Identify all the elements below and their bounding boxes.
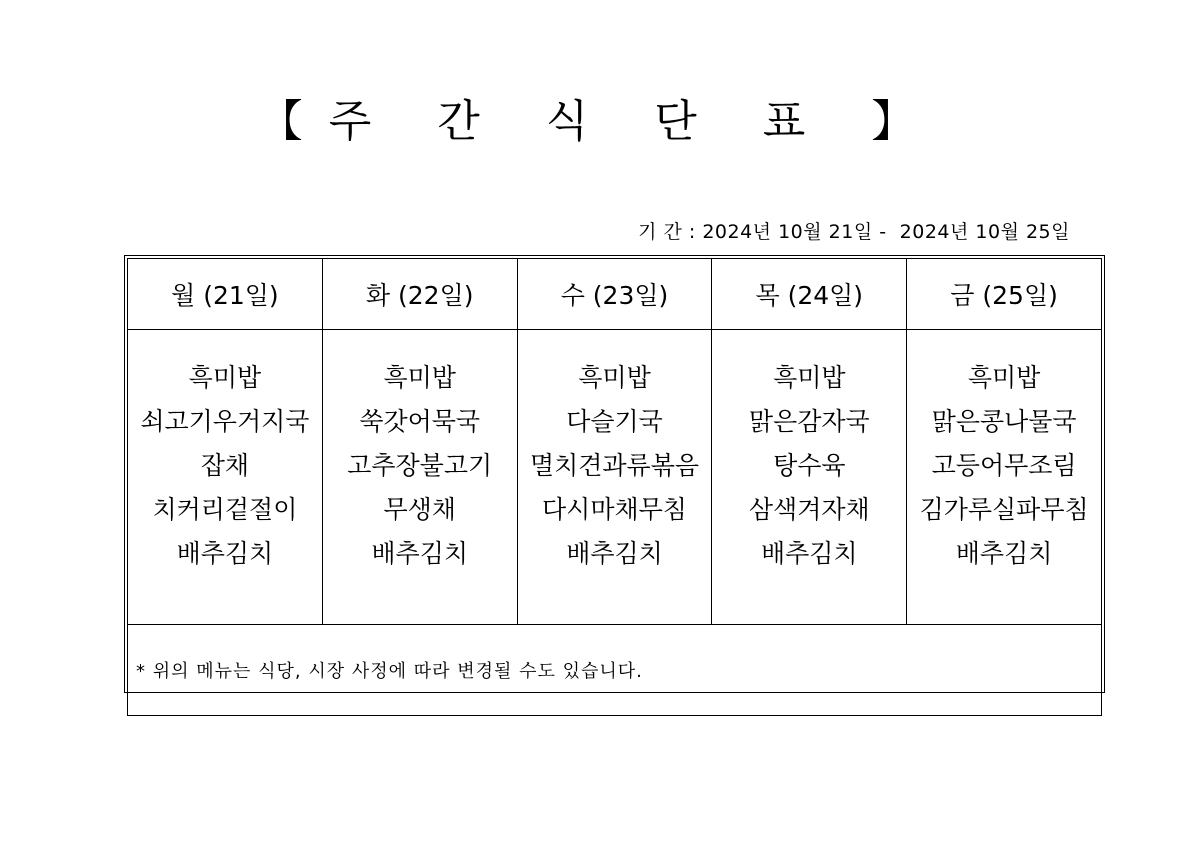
menu-cell-wed [517,330,712,625]
menu-item: 배추김치 [371,539,468,568]
menu-item: 맑은감자국 [748,407,870,436]
day-header-mon: 월 (21일) [128,259,323,330]
menu-item: 맑은콩나물국 [931,407,1077,436]
menu-row [128,330,1102,625]
menu-item: 무생채 [383,495,456,524]
weekly-menu-table [124,255,1105,693]
menu-item: 흑미밥 [773,363,846,392]
menu-item: 잡채 [200,451,250,480]
menu-item: 쇠고기우거지국 [140,407,310,436]
menu-item: 흑미밥 [188,363,262,392]
menu-item: 흑미밥 [383,363,456,392]
menu-cell-mon [128,330,323,625]
day-header-tue: 화 (22일) [322,259,517,330]
menu-item: 삼색겨자채 [748,495,870,524]
menu-item: 쑥갓어묵국 [359,407,481,436]
menu-item: 치커리겉절이 [152,495,298,524]
day-header-fri: 금 (25일) [907,259,1102,330]
menu-item: 배추김치 [566,539,663,568]
menu-cell-fri [907,330,1102,625]
page-title: 【주 간 식 단 표 】 [258,96,942,147]
day-header-row [128,259,1102,330]
menu-item: 탕수육 [773,451,846,480]
menu-item: 흑미밥 [967,363,1041,392]
menu-cell-tue [322,330,517,625]
menu-item: 배추김치 [176,539,274,568]
menu-item: 배추김치 [955,539,1053,568]
menu-cell-thu [712,330,907,625]
menu-item: 다시마채무침 [542,495,687,524]
day-header-thu: 목 (24일) [712,259,907,330]
menu-item: 고추장불고기 [347,451,493,480]
note-row [128,625,1102,716]
menu-item: 김가루실파무침 [919,495,1089,524]
menu-change-note: * 위의 메뉴는 식당, 시장 사정에 따라 변경될 수도 있습니다. [128,625,1102,716]
menu-item: 배추김치 [760,539,858,568]
day-header-wed: 수 (23일) [517,259,712,330]
menu-item: 흑미밥 [578,363,651,392]
menu-item: 다슬기국 [566,407,663,436]
menu-item: 멸치견과류볶음 [529,451,700,480]
menu-item: 고등어무조림 [931,451,1077,480]
menu-grid [127,258,1102,716]
period-label: 기 간 : 2024년 10월 21일 - 2024년 10월 25일 [638,221,1070,243]
